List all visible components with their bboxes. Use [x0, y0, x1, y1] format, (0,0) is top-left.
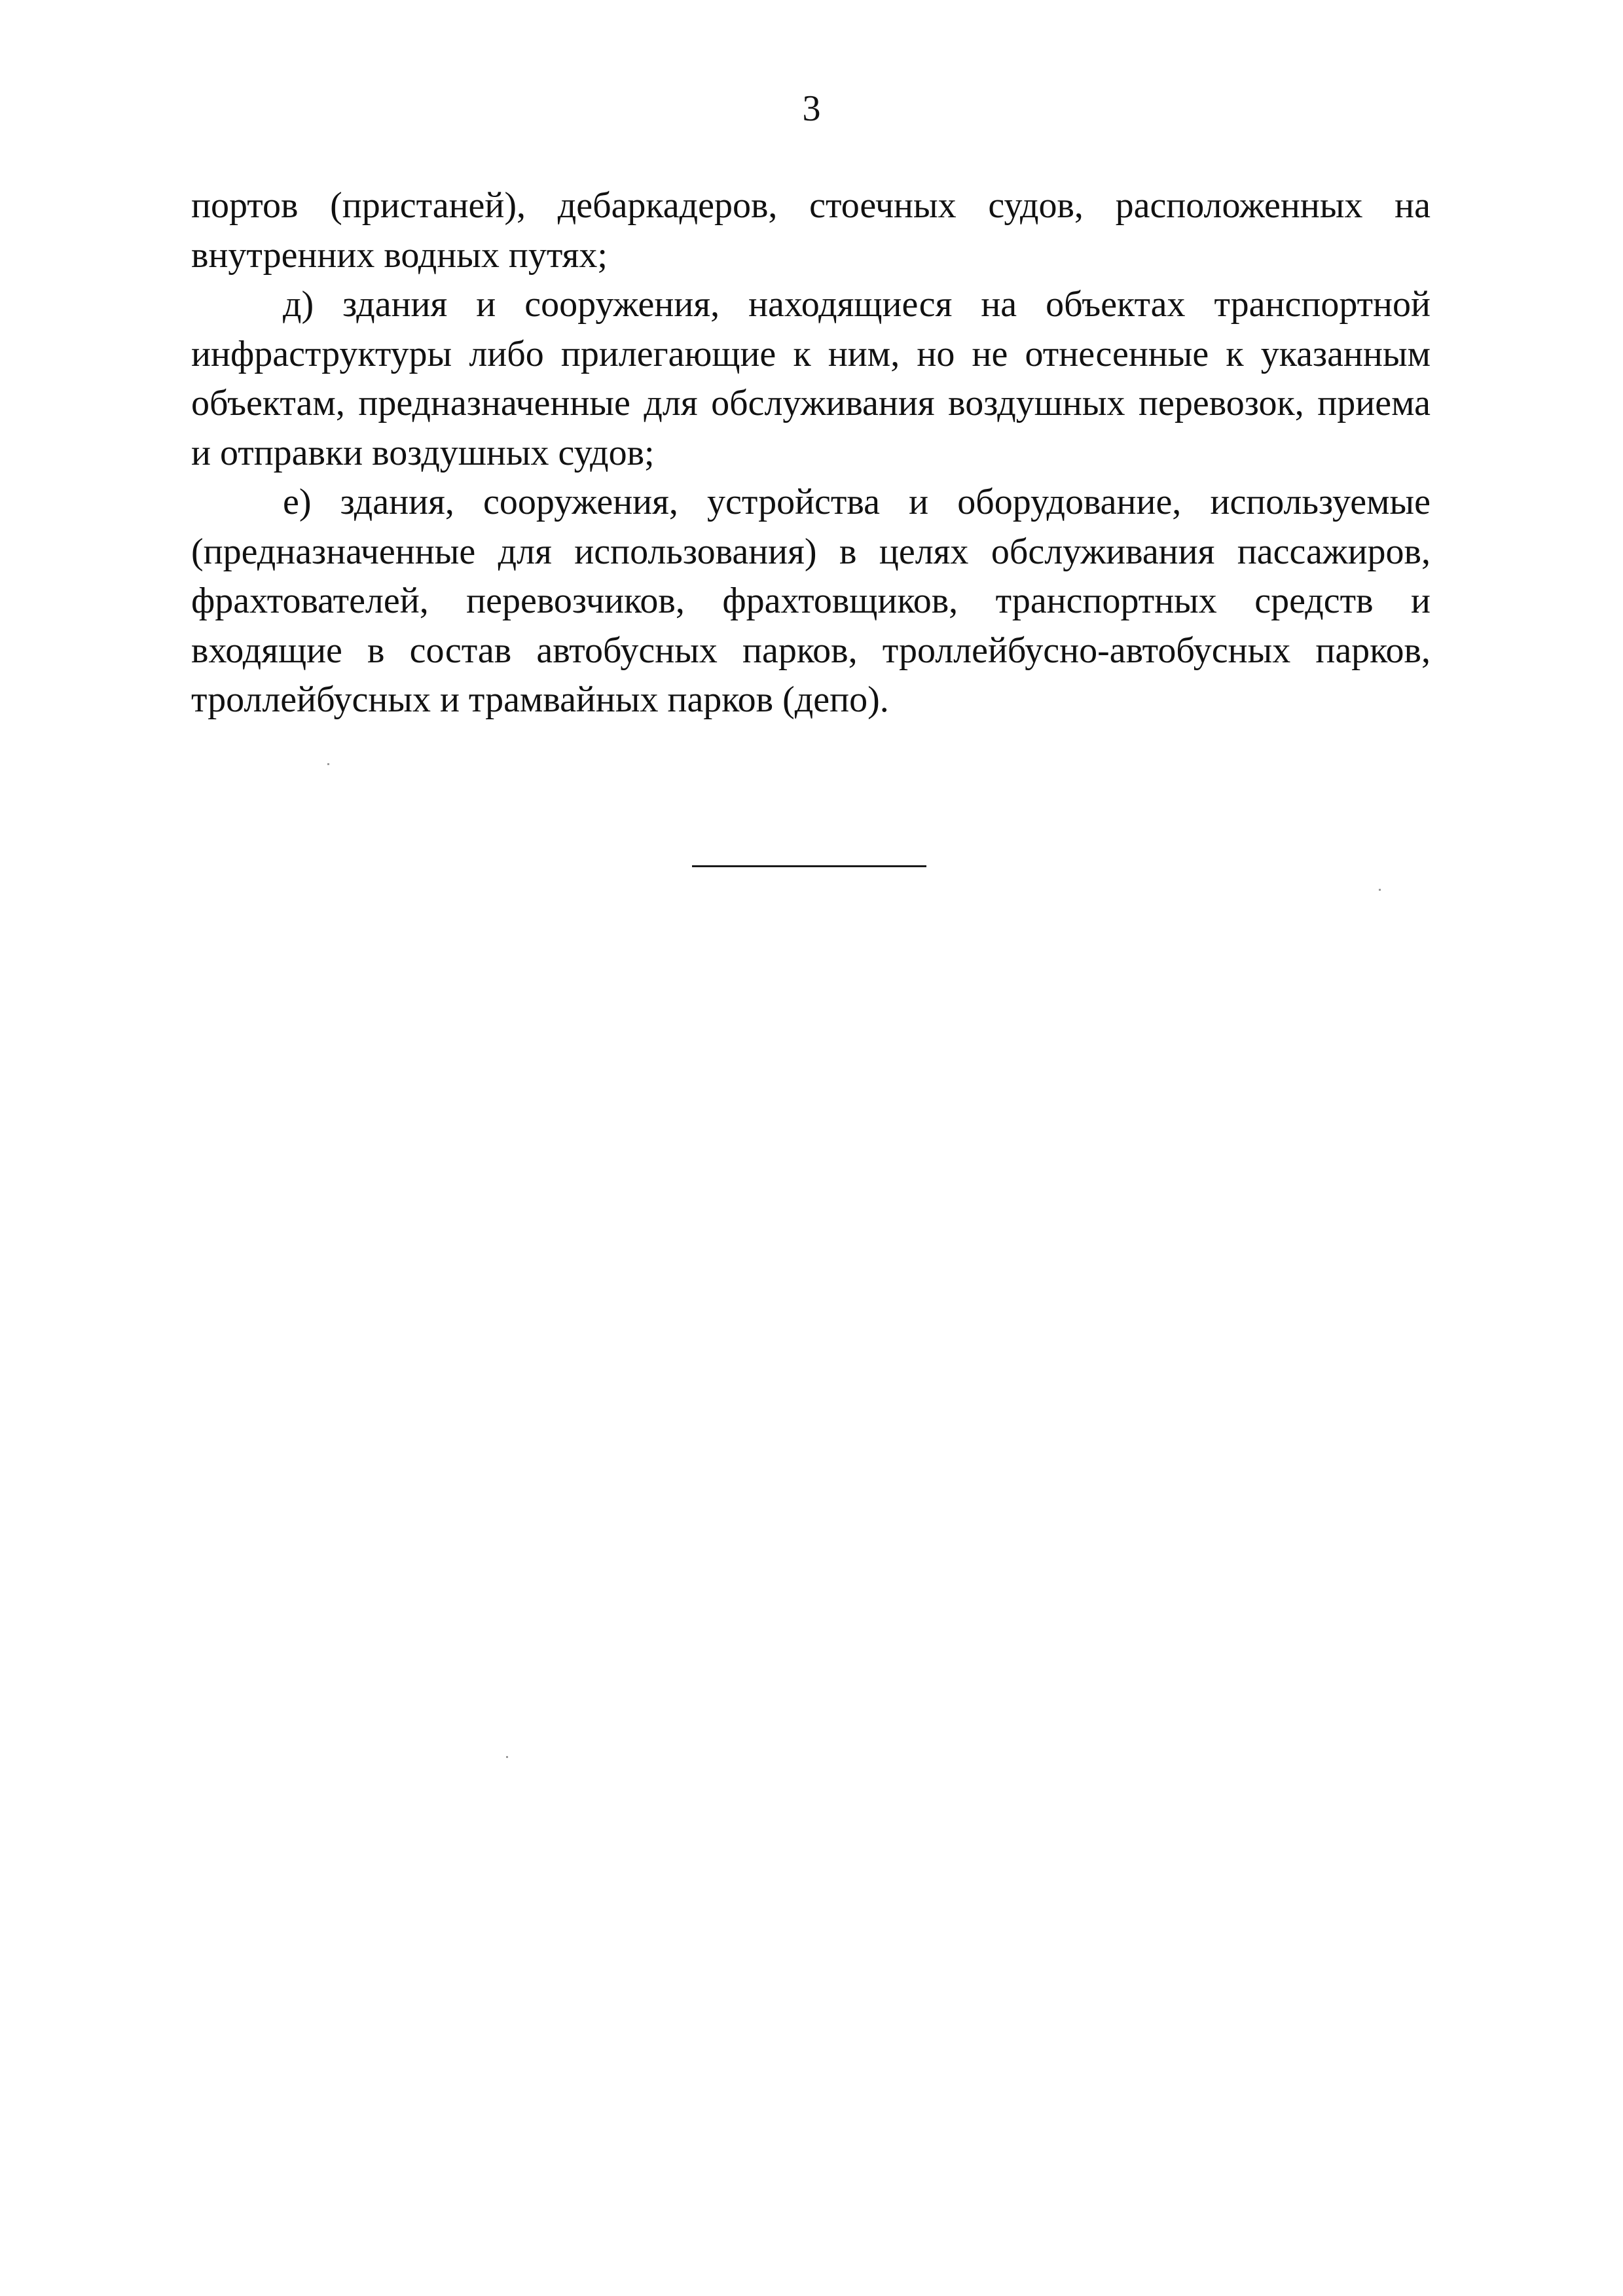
- scan-speck: [327, 763, 329, 765]
- page-number: 3: [802, 88, 821, 129]
- document-body: [191, 181, 1431, 725]
- paragraph-item-e: е) здания, сооружения, устройства и оборудование, используемые (предназначенные для использования) в целях обслуживания пассажиров, фрахтователей, перевозчиков, фрахтовщиков, транспортных средств и входящие в состав автобусных парков, троллейбусно-автобусных парков, троллейбусных и трамвайных парков (депо).: [191, 482, 1431, 720]
- scan-speck: [506, 1756, 508, 1758]
- paragraph-item-d: д) здания и сооружения, находящиеся на объектах транспортной инфраструктуры либо прилегающие к ним, но не отнесенные к указанным объектам, предназначенные для обслуживания воздушных перевозок, приема и отправки воздушных судов;: [191, 284, 1431, 473]
- end-of-document-rule: [692, 865, 926, 867]
- paragraph-continuation: портов (пристаней), дебаркадеров, стоечных судов, расположенных на внутренних водных путях;: [191, 185, 1431, 276]
- scan-speck: [1379, 889, 1381, 891]
